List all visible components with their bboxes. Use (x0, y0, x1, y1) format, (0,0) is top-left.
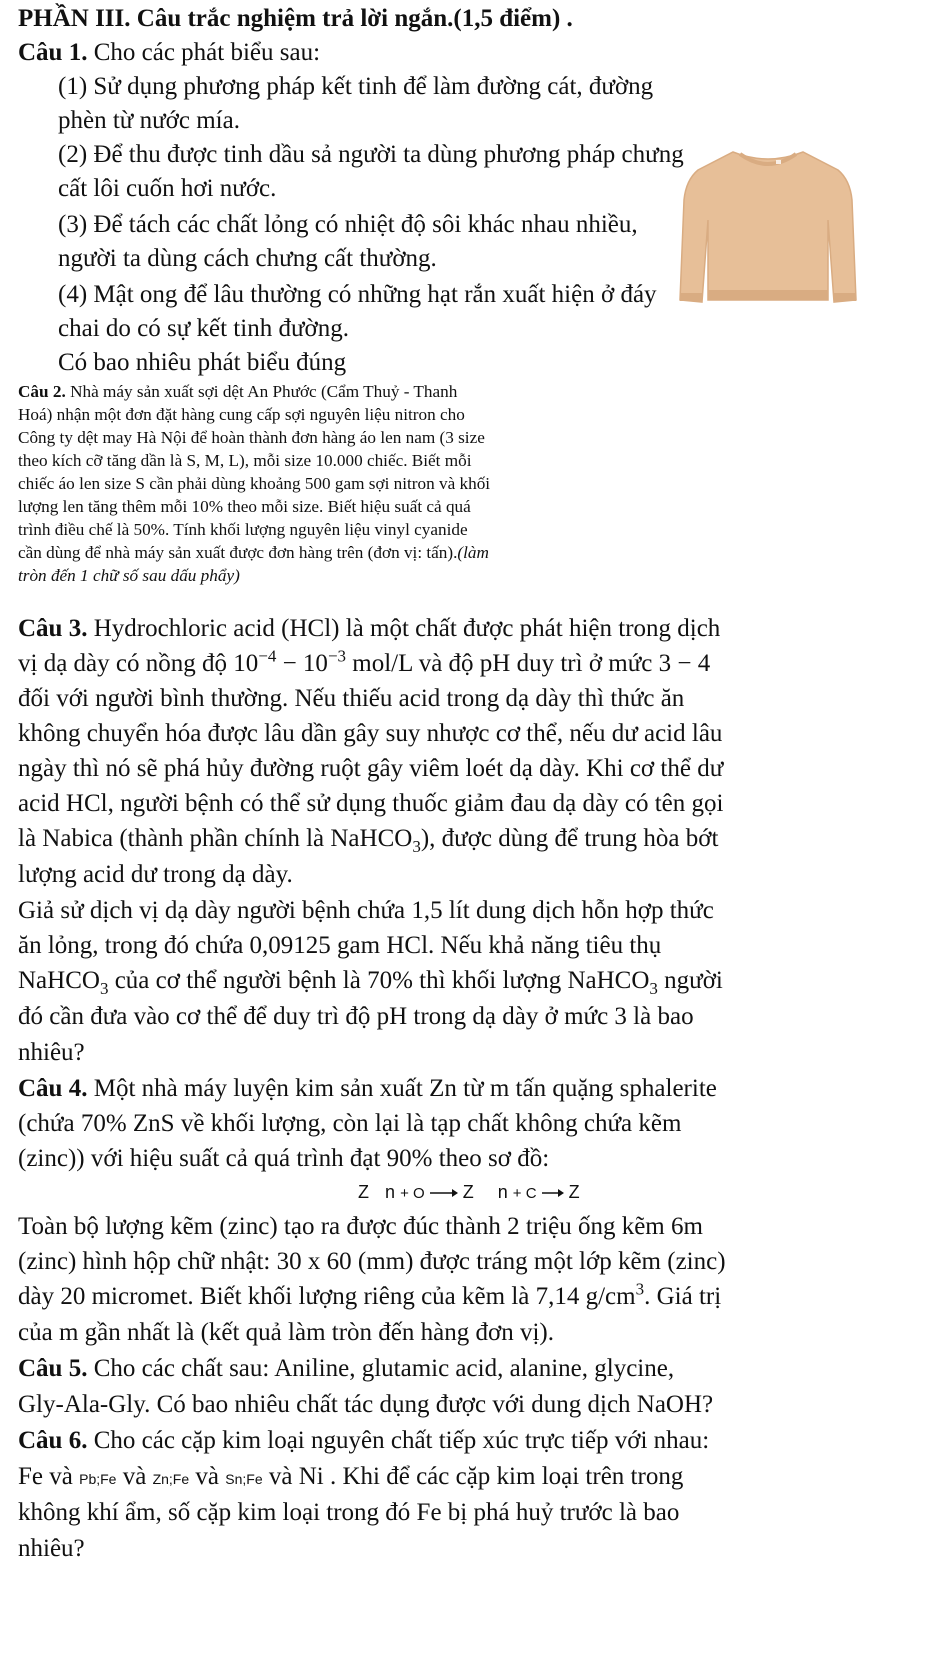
q3-subscript-2: 3 (99, 979, 109, 998)
q3-subscript: 3 (412, 837, 421, 856)
q4-line-1 (18, 1072, 717, 1105)
q2-line-2: Hoá) nhận một đơn đặt hàng cung cấp sợi nguyên liệu nitron cho (18, 405, 465, 424)
q6-line-2-d: và Ni . Khi để các cặp kim loại trên trong (262, 1463, 684, 1490)
q6-line-2-a: Fe và (18, 1463, 80, 1490)
q6-line-1-text: Cho các cặp kim loại nguyên chất tiếp xúc trực tiếp với nhau: (87, 1427, 710, 1454)
q3-line-7-a: là Nabica (thành phần chính là NaHCO (18, 825, 413, 852)
q1-statement-2a: (2) Để thu được tinh dầu sả người ta dùng phương pháp chưng (58, 141, 684, 168)
q5-line-2: Gly-Ala-Gly. Có bao nhiêu chất tác dụng được với dung dịch NaOH? (18, 1391, 714, 1418)
q6-line-2-b: và (116, 1463, 153, 1490)
q2-line-5: chiếc áo len size S cần phải dùng khoảng 500 gam sợi nitron và khối (18, 474, 491, 493)
q4-line-6: (zinc) hình hộp chữ nhật: 30 x 60 (mm) được tráng một lớp kẽm (zinc) (18, 1248, 726, 1275)
q4-label: Câu 4. (18, 1075, 88, 1102)
q6-line-2-c: và (189, 1463, 226, 1490)
scheme-reagent-co: + C (512, 1185, 537, 1202)
q1-statement-1a: (1) Sử dụng phương pháp kết tinh để làm đường cát, đường (58, 73, 654, 100)
q2-line-6: lượng len tăng thêm mỗi 10% theo mỗi size. Biết hiệu suất cả quá (18, 497, 471, 516)
q3-line-1-text: Hydrochloric acid (HCl) là một chất được phát hiện trong dịch (87, 615, 721, 642)
q3-exponent-2: −3 (327, 646, 347, 666)
scheme-n-2: n (497, 1182, 508, 1202)
q3-line-10: ăn lỏng, trong đó chứa 0,09125 gam HCl. Nếu khả năng tiêu thụ (18, 932, 662, 959)
q3-line-5: ngày thì nó sẽ phá hủy đường ruột gây viêm loét dạ dày. Khi cơ thể dư (18, 755, 724, 782)
q5-label: Câu 5. (18, 1355, 88, 1382)
q3-line-11 (18, 964, 723, 997)
q1-statement-3a: (3) Để tách các chất lỏng có nhiệt độ sôi khác nhau nhiều, (58, 211, 638, 238)
q3-line-2-b: − 10 (276, 650, 328, 677)
scheme-arrow-2 (513, 1180, 564, 1206)
q3-line-11-a: NaHCO (18, 967, 100, 994)
q2-line-9: tròn đến 1 chữ số sau dấu phẩy) (18, 566, 240, 585)
q6-line-3: không khí ẩm, số cặp kim loại trong đó Fe bị phá huỷ trước là bao (18, 1499, 680, 1526)
q1-statement-3b: người ta dùng cách chưng cất thường. (58, 245, 437, 272)
q3-line-9: Giả sử dịch vị dạ dày người bệnh chứa 1,5 lít dung dịch hỗn hợp thức (18, 897, 714, 924)
q4-line-5: Toàn bộ lượng kẽm (zinc) tạo ra được đúc thành 2 triệu ống kẽm 6m (18, 1213, 703, 1240)
scheme-zn-2: Z (462, 1182, 474, 1202)
q4-line-7-b: . Giá trị (644, 1283, 722, 1310)
q2-line-8 (18, 542, 489, 564)
q2-label: Câu 2. (18, 382, 66, 401)
q4-line-8: của m gần nhất là (kết quả làm tròn đến hàng đơn vị). (18, 1319, 554, 1346)
scheme-n-1: n (385, 1182, 396, 1202)
q4-line-7 (18, 1280, 721, 1313)
q1-question: Có bao nhiêu phát biểu đúng (58, 349, 347, 376)
q1-statement-4b: chai do có sự kết tinh đường. (58, 315, 349, 342)
q3-label: Câu 3. (18, 615, 88, 642)
q3-line-2-a: vị dạ dày có nồng độ 10 (18, 650, 259, 677)
q1-label: Câu 1. (18, 39, 88, 66)
q6-label: Câu 6. (18, 1427, 88, 1454)
q6-line-4: nhiêu? (18, 1535, 85, 1562)
q1-statement-2b: cất lôi cuốn hơi nước. (58, 175, 277, 202)
q4-line-1-text: Một nhà máy luyện kim sản xuất Zn từ m tấn quặng sphalerite (87, 1075, 717, 1102)
scheme-reagent-o2: + O (400, 1185, 425, 1202)
q3-line-3: đối với người bình thường. Nếu thiếu acid trong dạ dày thì thức ăn (18, 685, 685, 712)
q4-superscript: 3 (635, 1279, 645, 1299)
arrow-icon (430, 1187, 458, 1199)
q6-line-1 (18, 1424, 709, 1457)
q4-line-7-a: dày 20 micromet. Biết khối lượng riêng của kẽm là 7,14 g/cm (18, 1283, 636, 1310)
q6-pair-pb-fe: Pb;Fe (79, 1471, 117, 1487)
q3-line-13: nhiêu? (18, 1039, 85, 1066)
reaction-scheme (358, 1180, 580, 1206)
q6-line-2 (18, 1460, 683, 1496)
q2-line-4: theo kích cỡ tăng dần là S, M, L), mỗi size 10.000 chiếc. Biết mỗi (18, 451, 472, 470)
scheme-zn-3: Z (568, 1182, 580, 1202)
q3-line-4: không chuyển hóa được lâu dần gây suy nhược cơ thể, nếu dư acid lâu (18, 720, 723, 747)
q3-line-7-b: ), được dùng để trung hòa bớt (420, 825, 719, 852)
q2-line-8-text: cần dùng để nhà máy sản xuất được đơn hàng trên (đơn vị: tấn). (18, 543, 458, 562)
q4-line-2: (chứa 70% ZnS về khối lượng, còn lại là tạp chất không chứa kẽm (18, 1110, 682, 1137)
q3-line-12: đó cần đưa vào cơ thể để duy trì độ pH trong dạ dày ở mức 3 là bao (18, 1003, 694, 1030)
q2-line-3: Công ty dệt may Hà Nội để hoàn thành đơn hàng áo len nam (3 size (18, 428, 485, 447)
q5-line-1-text: Cho các chất sau: Aniline, glutamic acid, alanine, glycine, (87, 1355, 675, 1382)
q3-line-11-c: người (657, 967, 723, 994)
q1-statement-4a: (4) Mật ong để lâu thường có những hạt rắn xuất hiện ở đáy (58, 281, 657, 308)
q2-line-7: trình điều chế là 50%. Tính khối lượng nguyên liệu vinyl cyanide (18, 520, 468, 539)
part-heading: PHẦN III. Câu trắc nghiệm trả lời ngắn.(1,5 điểm) . (18, 5, 573, 32)
sweater-image (678, 140, 858, 315)
q3-subscript-3: 3 (649, 979, 658, 998)
q3-line-11-b: của cơ thể người bệnh là 70% thì khối lượng NaHCO (108, 967, 650, 994)
q2-line-8-italic: (làm (457, 543, 489, 562)
q4-line-3: (zinc)) với hiệu suất cả quá trình đạt 90% theo sơ đồ: (18, 1145, 550, 1172)
q5-line-1 (18, 1352, 674, 1385)
scheme-zn-1: Z (358, 1182, 369, 1202)
q3-line-6: acid HCl, người bệnh có thể sử dụng thuốc giảm đau dạ dày có tên gọi (18, 790, 724, 817)
arrow-icon (542, 1187, 564, 1199)
q1-intro-text: Cho các phát biểu sau: (87, 39, 321, 66)
q3-line-2-c: mol/L và độ pH duy trì ở mức 3 − 4 (346, 650, 711, 677)
q3-line-1 (18, 612, 720, 645)
q2-line-1 (18, 381, 457, 403)
q6-pair-sn-fe: Sn;Fe (225, 1471, 263, 1487)
q3-line-2 (18, 647, 710, 680)
q2-line-1-text: Nhà máy sản xuất sợi dệt An Phước (Cẩm Thuỷ - Thanh (65, 382, 458, 401)
q3-line-7 (18, 822, 718, 855)
q3-line-8: lượng acid dư trong dạ dày. (18, 861, 293, 888)
scheme-arrow-1 (400, 1180, 458, 1206)
q3-exponent-1: −4 (258, 646, 277, 666)
q1-statement-1b: phèn từ nước mía. (58, 107, 240, 134)
q6-pair-zn-fe: Zn;Fe (152, 1471, 190, 1487)
q1-intro (18, 36, 320, 69)
